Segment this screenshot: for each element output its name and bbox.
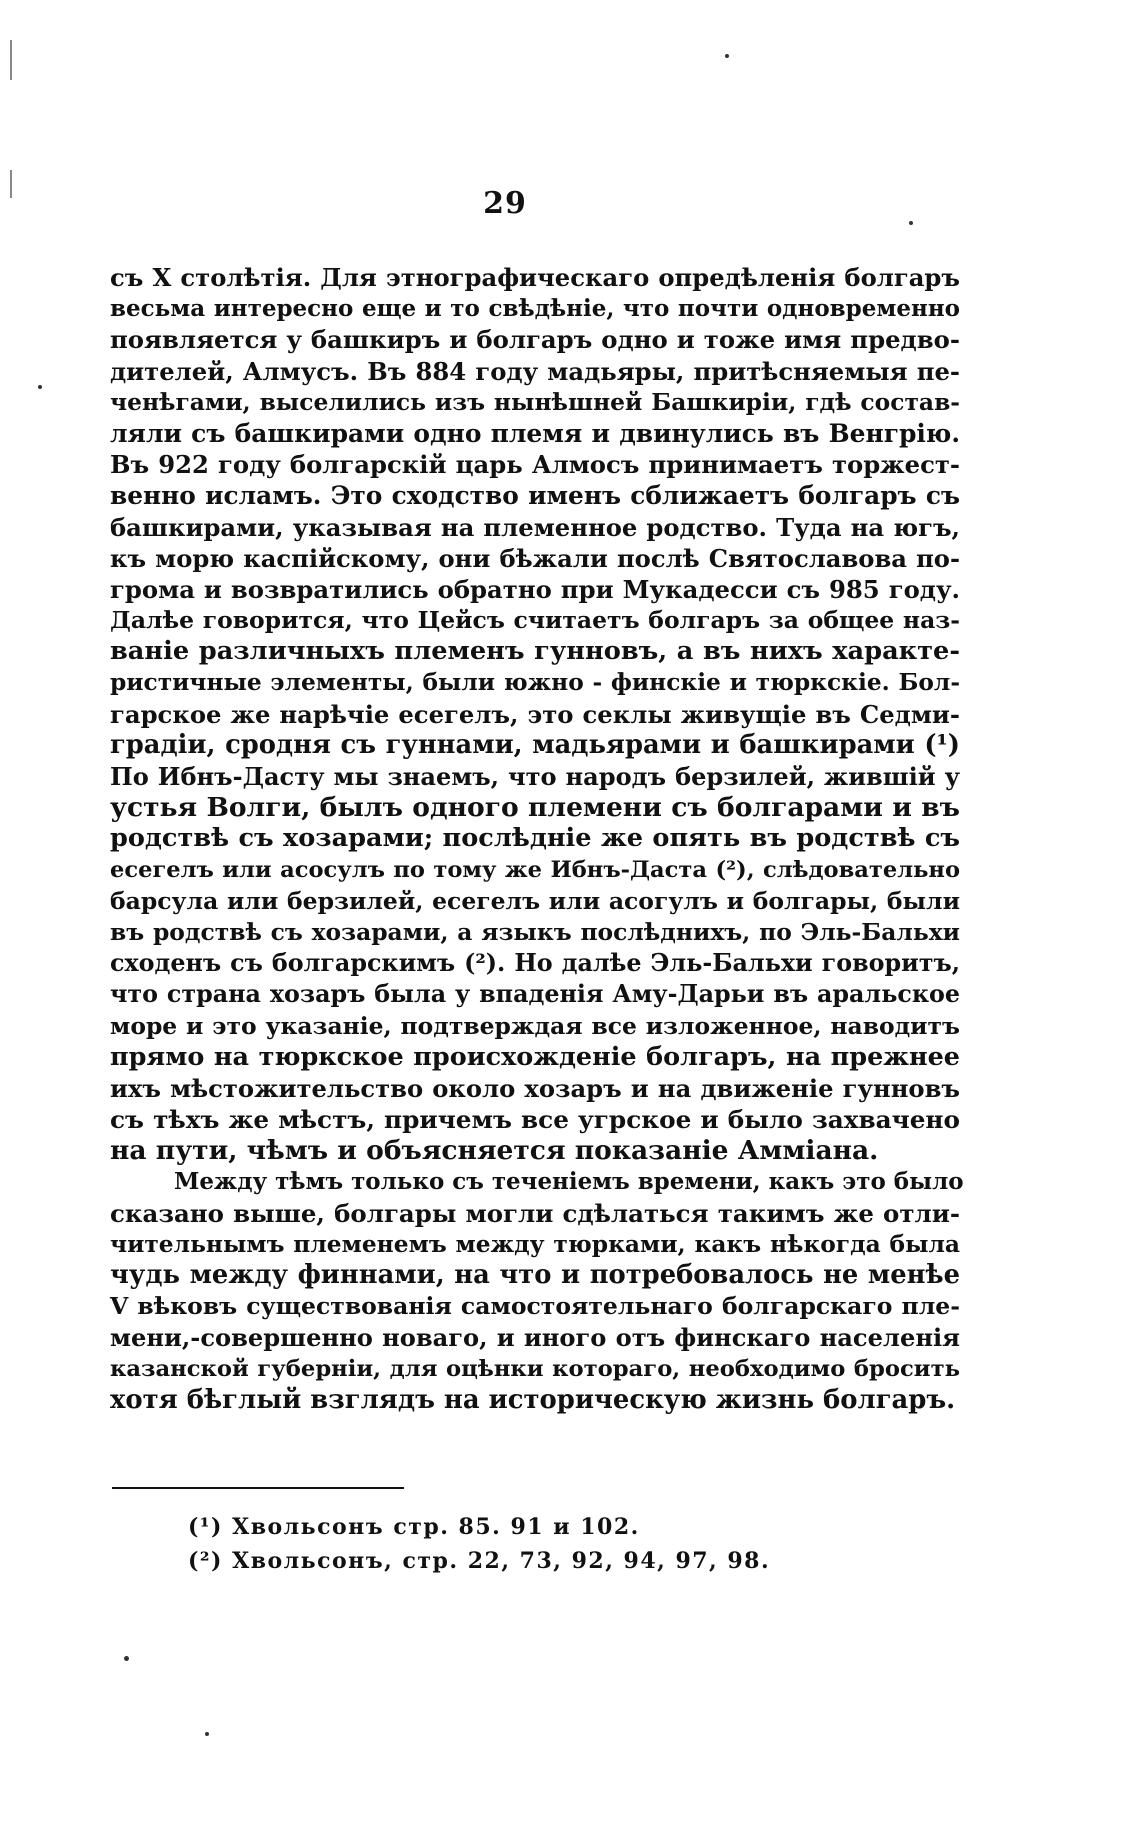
footnote-text: Хвольсонъ стр. 85. 91 и 102. [232,1514,640,1540]
text-line: V вѣковъ существованія самостоятельнаго болгарскаго пле- [110,1292,960,1321]
text-line: чудь между финнами, на что и потребовалось не менѣе [110,1260,960,1290]
footnote [188,1544,888,1578]
text-line: Между тѣмъ только съ теченіемъ времени, какъ это было [174,1168,964,1196]
left-edge-mark [10,40,12,80]
text-line: съ X столѣтія. Для этнографическаго опредѣленія болгаръ [110,263,960,292]
text-line: въ родствѣ съ хозарами, а языкъ послѣднихъ, по Эль-Бальхи [110,917,960,946]
page-speck [725,54,729,58]
text-line: дителей, Алмусъ. Въ 884 году мадьяры, притѣсняемыя пе- [110,356,960,386]
text-line: есегелъ или асосулъ по тому же Ибнъ-Даста (²), слѣдовательно [110,856,960,883]
text-line: устья Волги, былъ одного племени съ болгарами и въ [110,792,960,824]
text-line: ваніе различныхъ племенъ гунновъ, а въ нихъ характе- [110,636,960,667]
text-line: казанской губерніи, для оцѣнки котораго, необходимо бросить [110,1355,960,1382]
text-line: появляется у башкиръ и болгаръ одно и тоже имя предво- [110,325,960,355]
text-line: ихъ мѣстожительство около хозаръ и на движеніе гунновъ [110,1073,960,1103]
text-line: къ морю каспійскому, они бѣжали послѣ Святославова по- [110,543,960,573]
footnote-mark: (²) [188,1548,223,1574]
footnote-separator [112,1487,404,1489]
text-line: чительнымъ племенемъ между тюрками, какъ нѣкогда была [110,1230,960,1258]
text-line: ристичные элементы, были южно - финскіе и тюркскіе. Бол- [110,669,960,697]
text-line: хотя бѣглый взглядъ на историческую жизнь болгаръ. [110,1384,956,1415]
text-line: мени,-совершенно новаго, и иного отъ финскаго населенія [110,1323,960,1353]
text-line: Въ 922 году болгарскій царь Алмосъ принимаетъ торжест- [110,450,960,480]
page-number: 29 [483,186,527,221]
text-line: Далѣе говорится, что Цейсъ считаетъ болгаръ за общее наз- [110,606,960,635]
text-line: что страна хозаръ была у впаденія Аму-Дарьи въ аральское [110,980,960,1009]
text-line: родствѣ съ хозарами; послѣдніе же опять въ родствѣ съ [110,823,960,854]
footnotes [188,1510,888,1578]
text-line: По Ибнъ-Дасту мы знаемъ, что народъ берзилей, жившій у [110,762,960,791]
text-line: прямо на тюркское происхожденіе болгаръ, на прежнее [110,1041,960,1072]
text-line: гарское же нарѣчіе есегелъ, это секлы живущіе въ Седми- [110,699,960,729]
text-line: грома и возвратились обратно при Мукадесси съ 985 году. [110,574,960,604]
text-line: градіи, сродня съ гуннами, мадьярами и башкирами (¹) [110,729,960,760]
text-line: на пути, чѣмъ и объясняется показаніе Аммiана. [110,1135,879,1167]
page-speck [38,385,42,389]
page-speck [124,1656,129,1661]
page-speck [909,221,913,225]
text-line: съ тѣхъ же мѣстъ, причемъ все угрское и было захвачено [110,1105,960,1135]
footnote-mark: (¹) [188,1514,223,1540]
text-line: ляли съ башкирами одно племя и двинулись въ Венгрію. [110,418,960,448]
text-line: сказано выше, болгары могли сдѣлаться такимъ же отли- [110,1198,960,1228]
text-line: сходенъ съ болгарскимъ (²). Но далѣе Эль-Бальхи говоритъ, [110,949,960,978]
body-text [110,262,964,1416]
footnote [188,1510,888,1544]
text-line: ченѣгами, выселились изъ нынѣшней Башкиріи, гдѣ состав- [110,387,960,416]
text-line: весьма интересно еще и то свѣдѣніе, что почти одновременно [110,295,960,323]
text-line: венно исламъ. Это сходство именъ сближаетъ болгаръ съ [110,481,960,511]
text-line: море и это указаніе, подтверждая все изложенное, наводитъ [110,1011,960,1040]
page-speck [205,1732,209,1736]
text-line: башкирами, указывая на племенное родство. Туда на югъ, [110,512,960,542]
footnote-text: Хвольсонъ, стр. 22, 73, 92, 94, 97, 98. [232,1548,771,1574]
text-line: барсула или берзилей, есегелъ или асогулъ и болгары, были [110,886,960,915]
